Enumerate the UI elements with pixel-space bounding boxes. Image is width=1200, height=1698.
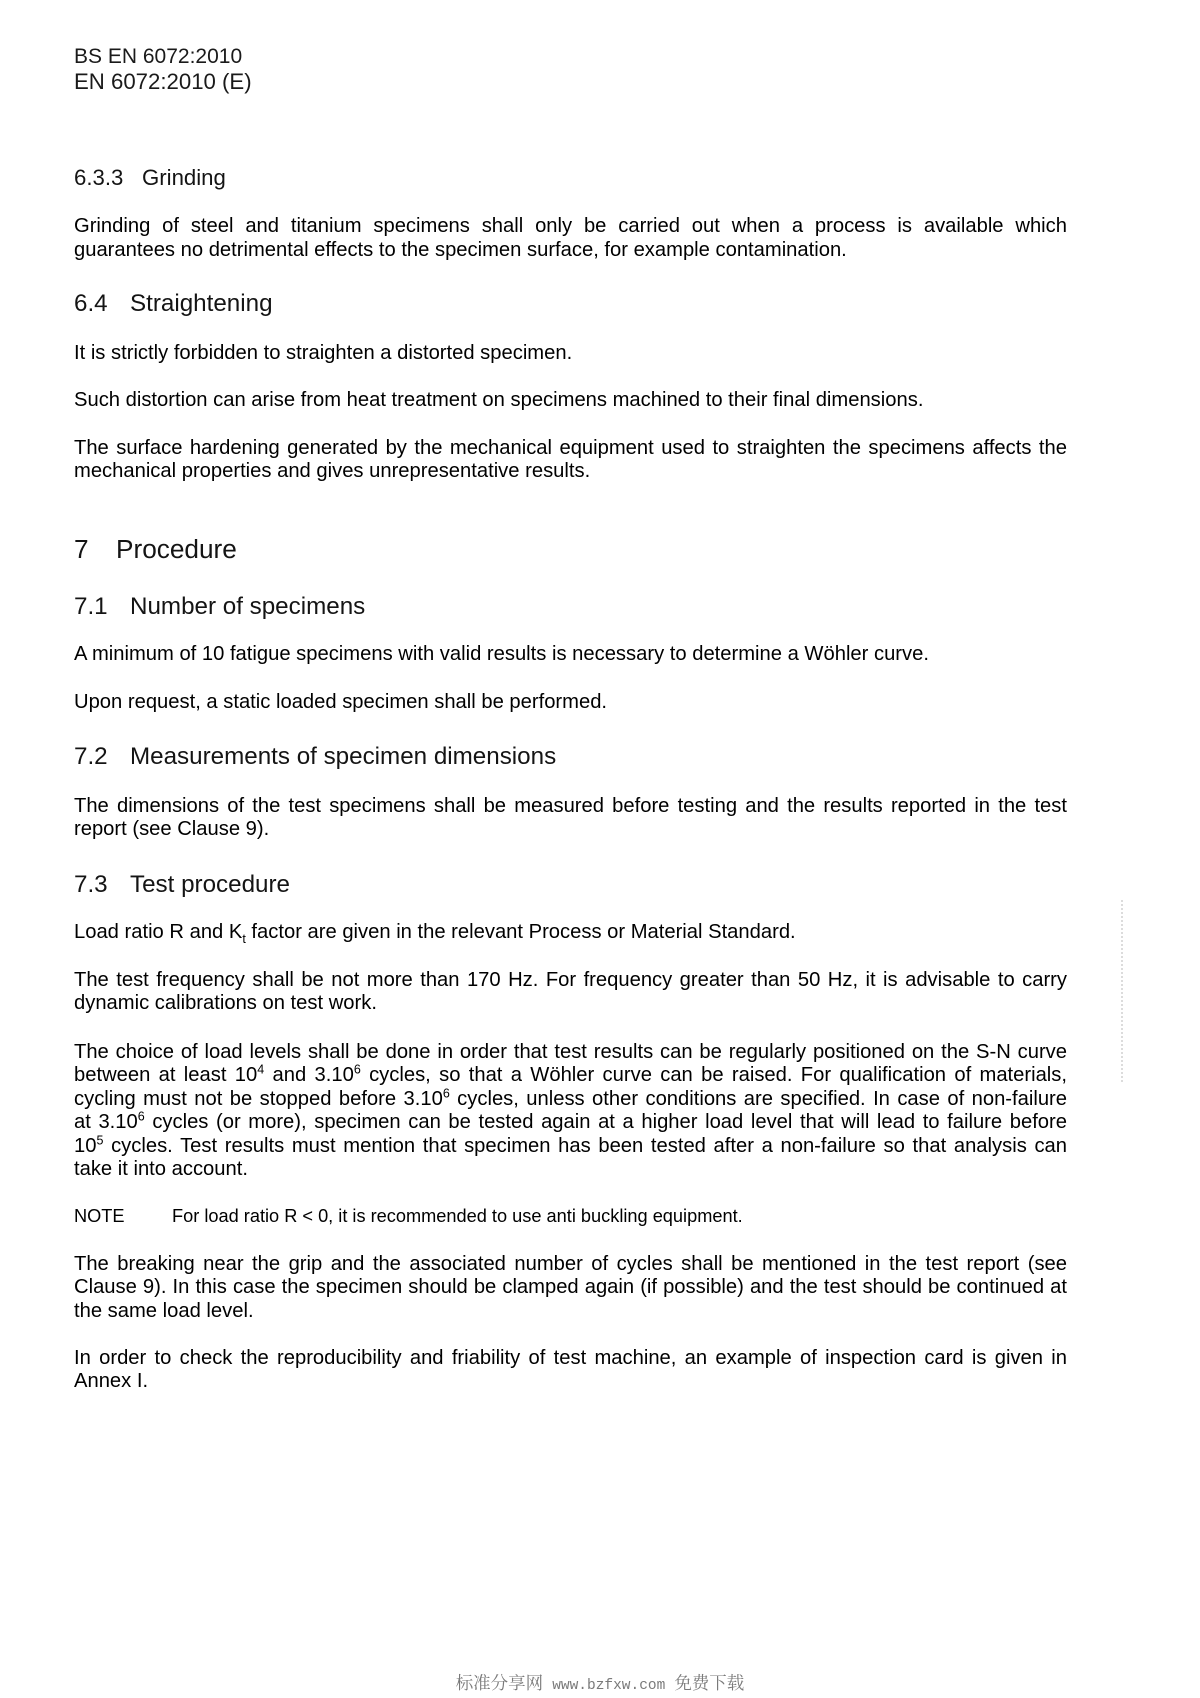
watermark-footer: [0, 1674, 1200, 1696]
text-run: at 3.10: [74, 1111, 138, 1134]
clause-title: Straightening: [130, 290, 273, 318]
text-run: cycling must not be stopped before 3.10: [74, 1087, 443, 1110]
superscript: 6: [137, 1109, 145, 1124]
specimens-paragraph-2: [74, 691, 1067, 714]
paragraph-line: The test frequency shall be not more than 170 Hz. For frequency greater than 50 Hz, it is advisable to carry: [74, 969, 1067, 991]
straightening-paragraph-3: [74, 437, 1067, 484]
clause-title: Measurements of specimen dimensions: [130, 743, 557, 771]
text-run: factor are given in the relevant Process or Material Standard.: [245, 921, 796, 943]
paragraph-line: The breaking near the grip and the associated number of cycles shall be mentioned in the test report (see: [74, 1252, 1067, 1275]
paragraph-line: Clause 9). In this case the specimen should be clamped again (if possible) and the test should be continued at: [74, 1276, 1067, 1299]
paragraph-line: In order to check the reproducibility and friability of test machine, an example of inspection card is given in: [74, 1346, 1067, 1369]
paragraph-line: [74, 1158, 1067, 1181]
grip-breaking-paragraph: [74, 1253, 1067, 1323]
paragraph-line: report (see Clause 9).: [74, 817, 270, 840]
paragraph-line: dynamic calibrations on test work.: [74, 992, 377, 1015]
straightening-paragraph-2: [74, 389, 1067, 412]
heading-7-2: [74, 742, 556, 772]
text-run: cycles, unless other conditions are specified. In case of non-failure: [449, 1087, 1068, 1110]
text-run: take it into account.: [74, 1158, 248, 1181]
reproducibility-paragraph: [74, 1347, 1067, 1394]
paragraph-line: [74, 1088, 1067, 1111]
paragraph-line: A minimum of 10 fatigue specimens with valid results is necessary to determine a Wöhler curve.: [74, 642, 929, 665]
superscript: 6: [442, 1086, 450, 1101]
paragraph-line: mechanical properties and gives unrepresentative results.: [74, 460, 591, 483]
scan-artifact: [1121, 900, 1123, 1082]
superscript: 5: [96, 1132, 104, 1147]
superscript: 4: [257, 1062, 265, 1077]
text-run: between at least 10: [74, 1064, 258, 1087]
paragraph-line: [74, 1111, 1067, 1134]
paragraph-line: Upon request, a static loaded specimen shall be performed.: [74, 690, 608, 713]
paragraph-line: Grinding of steel and titanium specimens shall only be carried out when a process is available which: [74, 215, 1067, 238]
watermark-url: www.bzfxw.com: [552, 1678, 666, 1694]
note: [74, 1205, 1067, 1227]
document-edition-id: EN 6072:2010 (E): [74, 69, 252, 94]
watermark-site-name: 标准分享网: [455, 1674, 544, 1694]
heading-7-3: [74, 870, 290, 900]
paragraph-line: Annex I.: [74, 1369, 149, 1392]
clause-number: 6.4: [74, 290, 108, 318]
heading-6-4: [74, 289, 273, 319]
subscript: t: [242, 932, 246, 947]
document-standard-id: BS EN 6072:2010: [74, 45, 243, 68]
paragraph-line: guarantees no detrimental effects to the specimen surface, for example contamination.: [74, 238, 847, 261]
paragraph-line: It is strictly forbidden to straighten a distorted specimen.: [74, 341, 573, 364]
load-levels-paragraph: [74, 1041, 1067, 1181]
paragraph-line: [74, 1041, 1067, 1064]
paragraph-line: The dimensions of the test specimens shall be measured before testing and the results reported in the test: [74, 794, 1067, 817]
text-run: 10: [74, 1134, 97, 1157]
clause-title: Number of specimens: [130, 592, 366, 620]
note-text: For load ratio R < 0, it is recommended to use anti buckling equipment.: [172, 1206, 743, 1227]
paragraph-line: The surface hardening generated by the mechanical equipment used to straighten the specimens affects the: [74, 436, 1067, 459]
clause-title: Procedure: [116, 533, 237, 564]
text-run: Load ratio R and K: [74, 921, 243, 943]
clause-number: 7: [74, 533, 89, 564]
text-run: cycles, so that a Wöhler curve can be raised. For qualification of materials,: [360, 1064, 1067, 1087]
paragraph-line: Such distortion can arise from heat treatment on specimens machined to their final dimensions.: [74, 388, 924, 411]
load-ratio-paragraph: [74, 921, 1067, 947]
clause-number: 6.3.3: [74, 164, 124, 190]
note-label: NOTE: [74, 1206, 125, 1227]
grinding-paragraph: [74, 215, 1067, 262]
superscript: 6: [353, 1062, 361, 1077]
watermark-slogan: 免费下载: [674, 1674, 745, 1694]
paragraph-line: the same load level.: [74, 1299, 254, 1322]
heading-7-1: [74, 592, 365, 622]
text-run: The choice of load levels shall be done in order that test results can be regularly positioned on the S-N curve: [74, 1041, 1067, 1063]
specimens-paragraph-1: [74, 643, 1067, 666]
clause-title: Grinding: [142, 164, 226, 190]
test-frequency-paragraph: [74, 969, 1067, 1016]
clause-title: Test procedure: [130, 870, 290, 898]
text-run: and 3.10: [264, 1064, 354, 1087]
text-run: cycles (or more), specimen can be tested again at a higher load level that will lead to failure before: [144, 1111, 1067, 1134]
clause-number: 7.1: [74, 592, 108, 620]
clause-number: 7.3: [74, 870, 108, 898]
dimensions-paragraph: [74, 795, 1067, 842]
clause-number: 7.2: [74, 743, 108, 771]
paragraph-line: [74, 1064, 1067, 1087]
heading-7: [74, 534, 237, 564]
paragraph-line: [74, 1132, 1067, 1158]
straightening-paragraph-1: [74, 342, 1067, 365]
heading-6-3-3: [74, 163, 226, 193]
text-run: cycles. Test results must mention that specimen has been tested after a non-failure so that analysis can: [103, 1134, 1067, 1157]
paragraph-line: [74, 921, 1067, 947]
